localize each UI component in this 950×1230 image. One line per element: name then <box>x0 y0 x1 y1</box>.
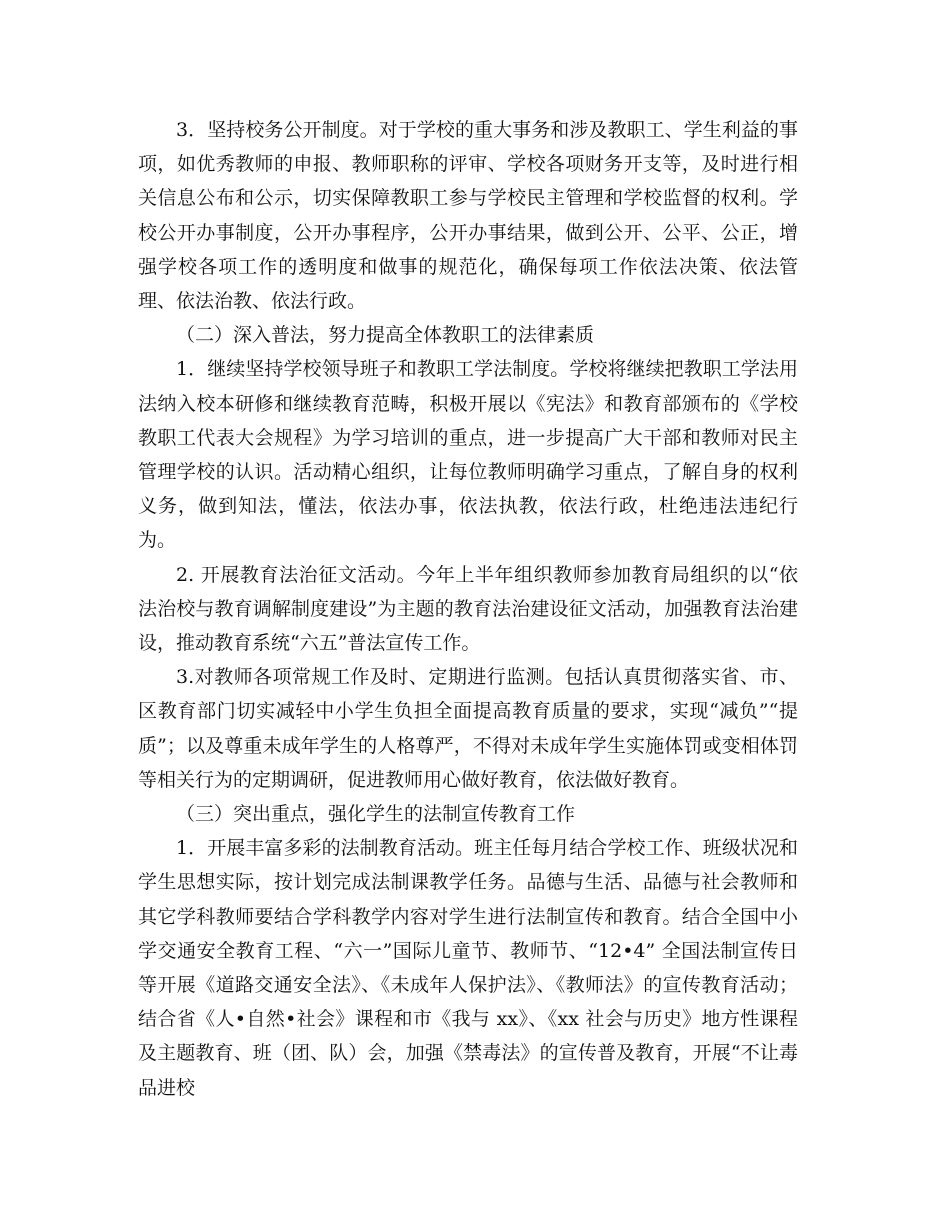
paragraph-staff-law-study: 1．继续坚持学校领导班子和教职工学法制度。学校将继续把教职工学法用法纳入校本研修和继续教育范畴，积极开展以《宪法》和教育部颁布的《学校教职工代表大会规程》为学习培训的重点，进一步提高广大干部和教师对民主管理学校的认识。活动精心组织，让每位教师明确学习重点，了解自身的权利义务，做到知法，懂法，依法办事，依法执教，依法行政，杜绝违法违纪行为。 <box>138 358 798 552</box>
section-heading-legal-education-staff: （二）深入普法，努力提高全体教职工的法律素质 <box>176 324 595 347</box>
paragraph-legal-education-activities: 1．开展丰富多彩的法制教育活动。班主任每月结合学校工作、班级状况和学生思想实际，按计划完成法制课教学任务。品德与生活、品德与社会教师和其它学科教师要结合学科教学内容对学生进行法制宣传和教育。结合全国中小学交通安全教育工程、“六一”国际儿童节、教师节、“12•4” 全国法制宣传日等开展《道路交通安全法》、《未成年人保护法》、《教师法》的宣传教育活动；结合省《人•自然•社会》课程和市《我与 xx》、《xx 社会与历史》地方性课程及主题教育、班（团、队）会，加强《禁毒法》的宣传普及教育，开展“不让毒品进校 <box>138 837 798 1099</box>
document-body <box>138 113 798 1105</box>
paragraph-essay-activity: 2. 开展教育法治征文活动。今年上半年组织教师参加教育局组织的以“依法治校与教育调解制度建设”为主题的教育法治建设征文活动，加强教育法治建设，推动教育系统“六五”普法宣传工作。 <box>138 563 798 655</box>
paragraph-school-affairs-disclosure: 3．坚持校务公开制度。对于学校的重大事务和涉及教职工、学生利益的事项，如优秀教师的申报、教师职称的评审、学校各项财务开支等，及时进行相关信息公布和公示，切实保障教职工参与学校民主管理和学校监督的权利。学校公开办事制度，公开办事程序，公开办事结果，做到公开、公平、公正，增强学校各项工作的透明度和做事的规范化，确保每项工作依法决策、依法管理、依法治教、依法行政。 <box>138 119 798 313</box>
section-heading-student-legal-education: （三）突出重点，强化学生的法制宣传教育工作 <box>176 803 576 826</box>
paragraph-teacher-monitoring: 3.对教师各项常规工作及时、定期进行监测。包括认真贯彻落实省、市、区教育部门切实减轻中小学生负担全面提高教育质量的要求，实现“减负”“提质”；以及尊重未成年学生的人格尊严，不得对未成年学生实施体罚或变相体罚等相关行为的定期调研，促进教师用心做好教育，依法做好教育。 <box>138 666 798 791</box>
